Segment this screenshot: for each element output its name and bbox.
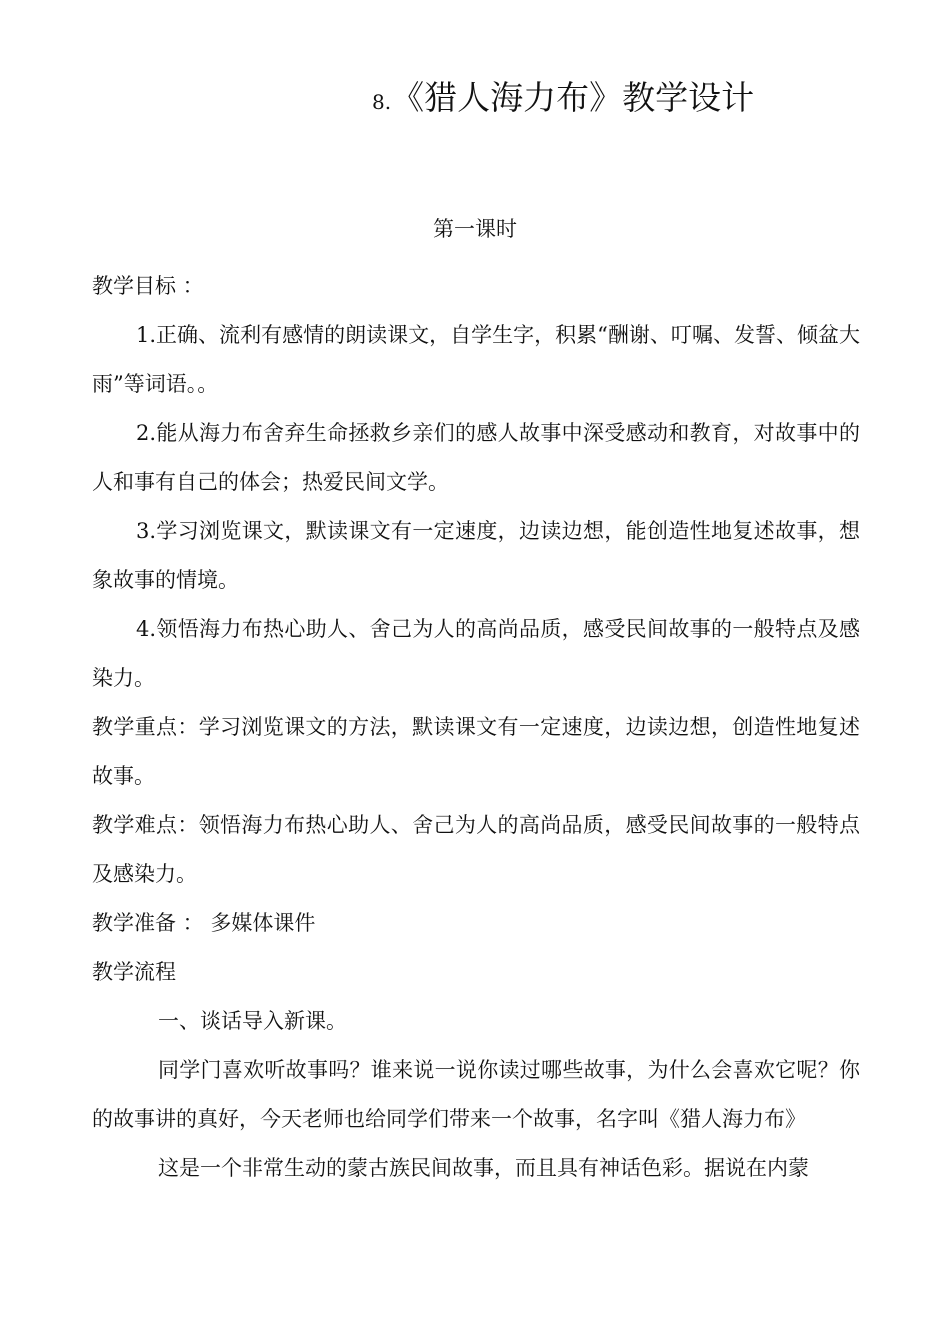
difficulties-paragraph: 教学难点：领悟海力布热心助人、舍己为人的高尚品质，感受民间故事的一般特点及感染力。 [92, 813, 860, 886]
body-paragraph: 同学门喜欢听故事吗？谁来说一说你读过哪些故事，为什么会喜欢它呢？你的故事讲的真好，今天老师也给同学们带来一个故事，名字叫《猎人海力布》 [92, 1058, 860, 1131]
body-paragraph: 这是一个非常生动的蒙古族民间故事，而且具有神话色彩。据说在内蒙 [158, 1156, 809, 1180]
title-number: 8. [372, 90, 392, 114]
process-heading: 教学流程 [92, 960, 176, 984]
preparation-paragraph: 教学准备 ： 多媒体课件 [92, 911, 316, 935]
objective-item: 2.能从海力布舍弃生命拯救乡亲们的感人故事中深受感动和教育，对故事中的人和事有自己的体会；热爱民间文学。 [92, 421, 860, 494]
objectives-heading: 教学目标 ： [92, 274, 204, 298]
objective-item: 4.领悟海力布热心助人、舍己为人的高尚品质，感受民间故事的一般特点及感染力。 [92, 617, 860, 690]
title-text: 《猎人海力布》教学设计 [391, 78, 755, 117]
document-body [92, 262, 860, 1193]
section-heading: 一、谈话导入新课。 [158, 1009, 347, 1033]
lesson-period-heading: 第一课时 [433, 217, 517, 241]
document-title [0, 78, 950, 122]
objective-item: 3.学习浏览课文，默读课文有一定速度，边读边想，能创造性地复述故事，想象故事的情境。 [92, 519, 860, 592]
key-points-paragraph: 教学重点：学习浏览课文的方法，默读课文有一定速度，边读边想，创造性地复述故事。 [92, 715, 860, 788]
objective-item: 1.正确、流利有感情的朗读课文，自学生字，积累“酬谢、叮嘱、发誓、倾盆大雨”等词语。。 [92, 323, 860, 396]
